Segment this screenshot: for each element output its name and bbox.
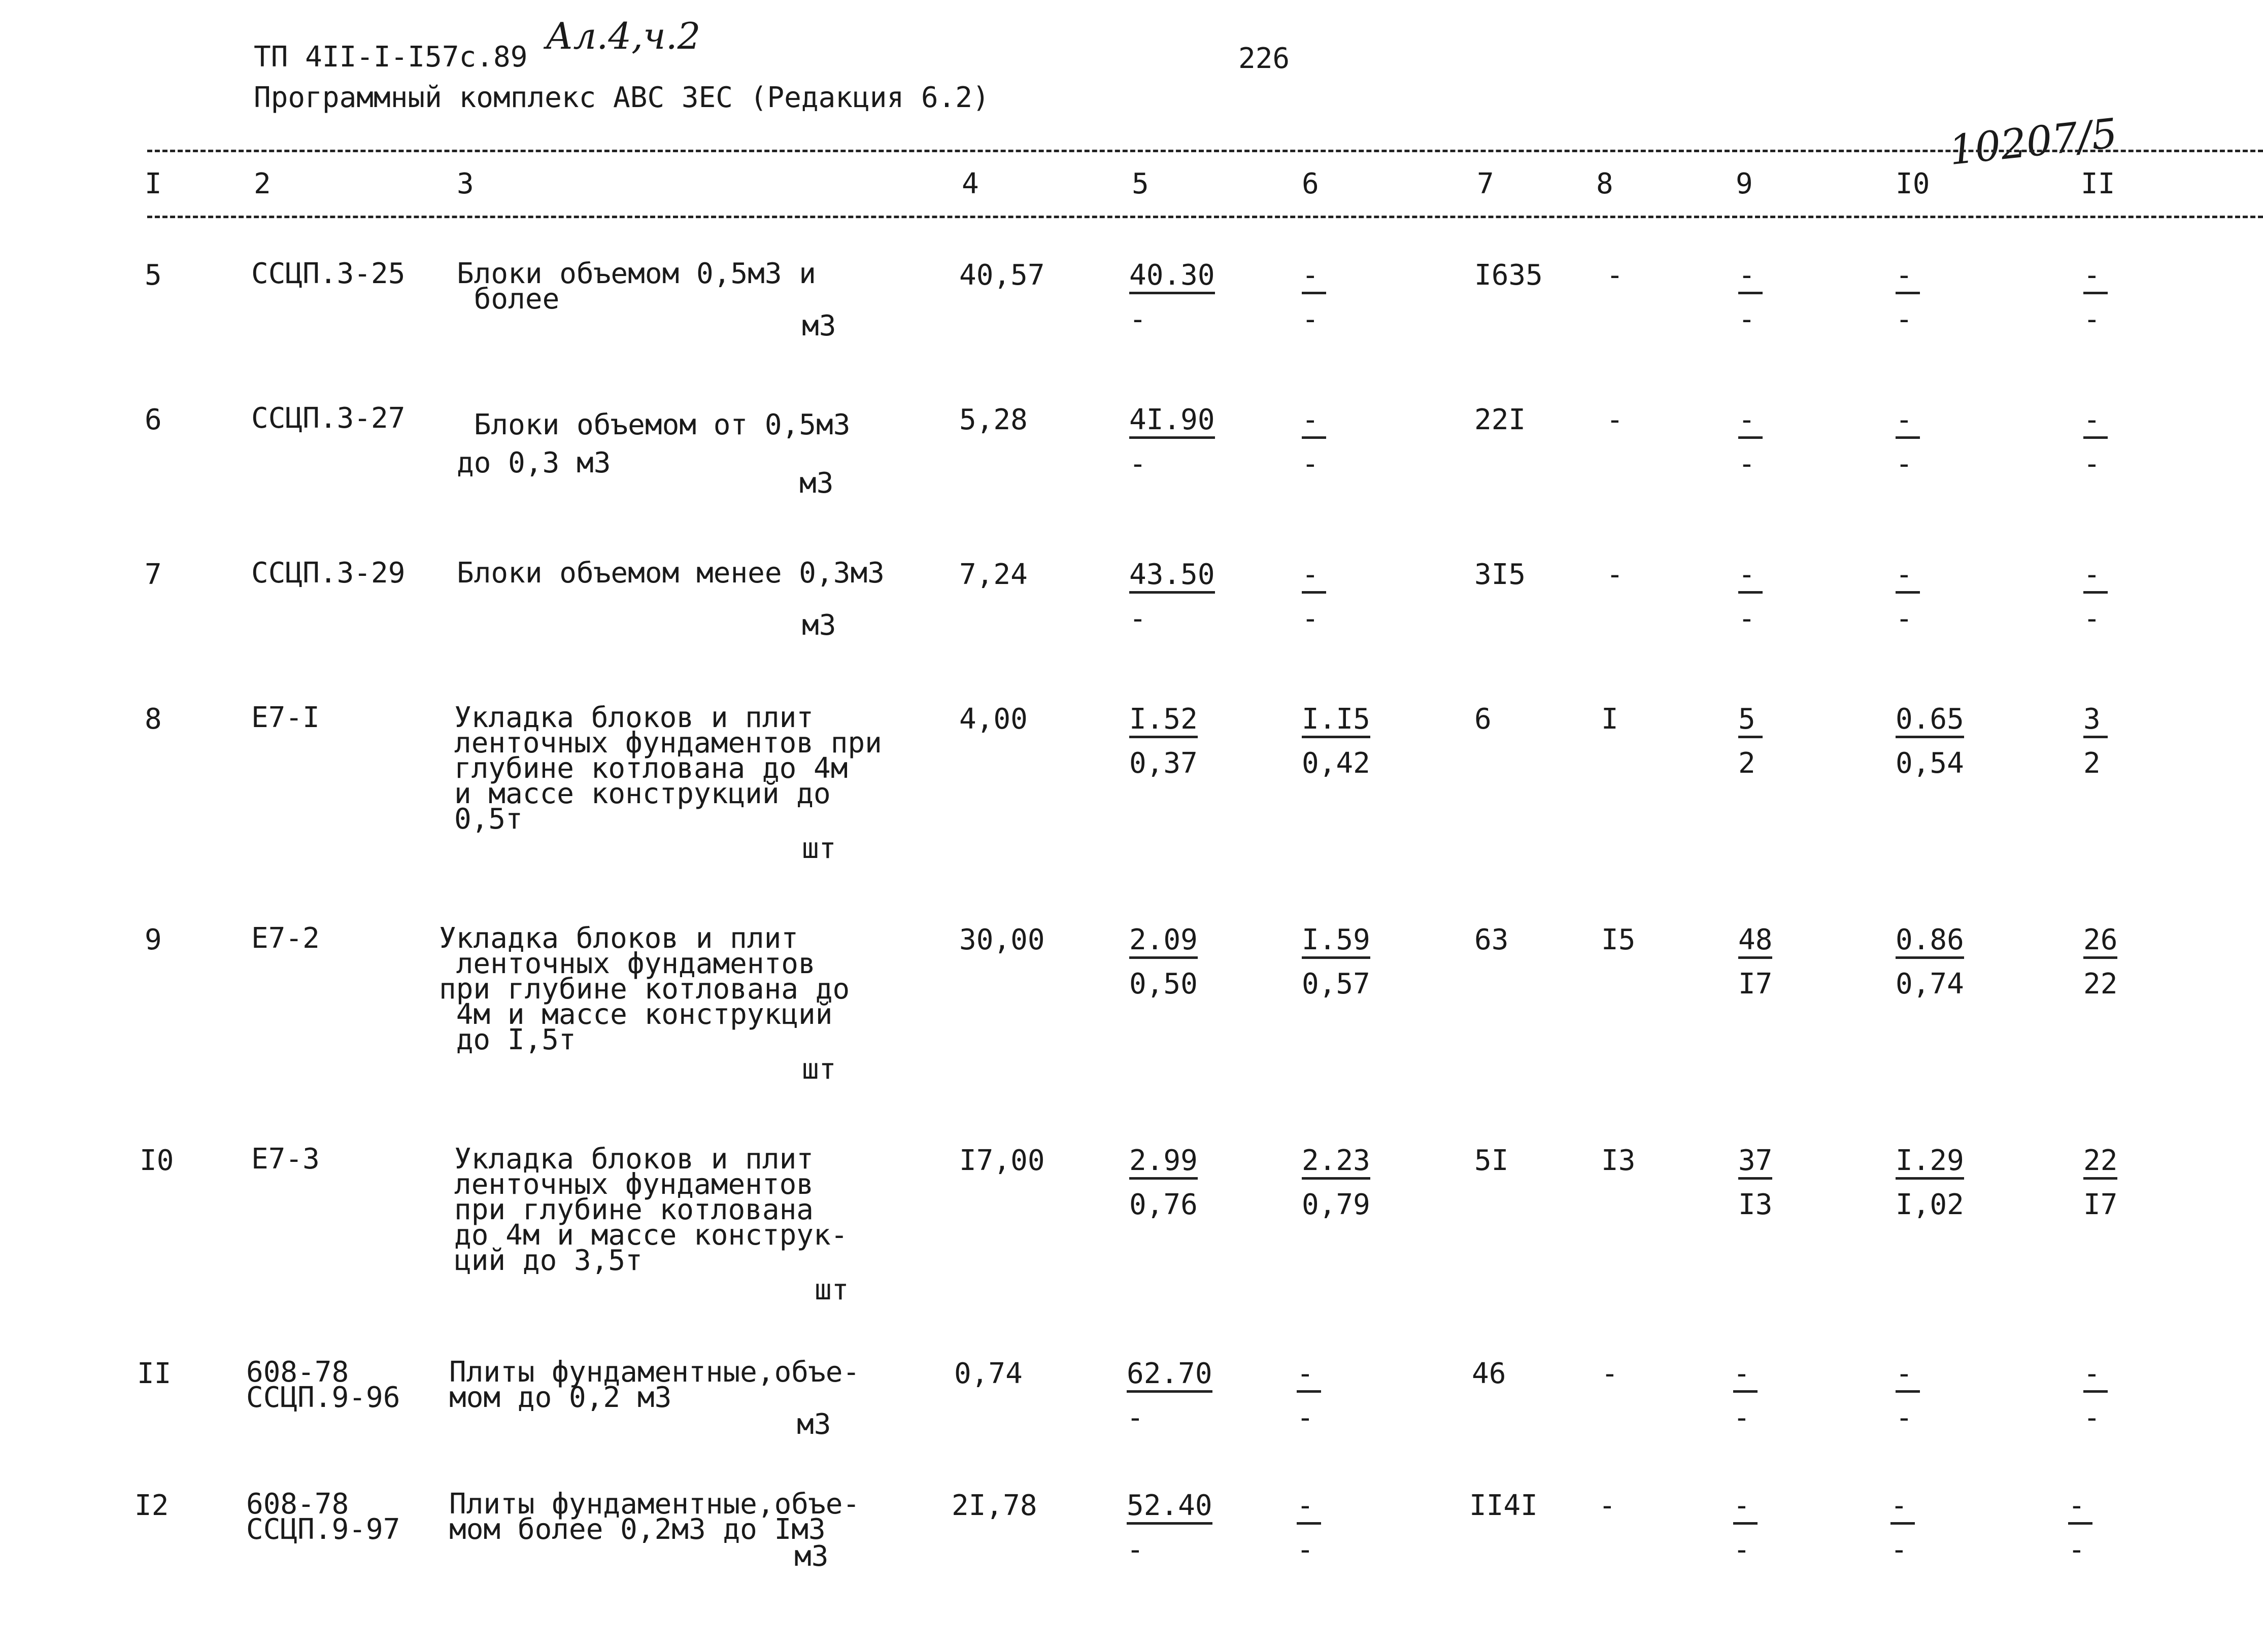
col8-value: I5 [1601, 923, 1636, 956]
work-description: Укладка блоков и плит ленточных фундаментов при глубине котлована до 4м и массе конструкций до 0,5т [454, 701, 882, 836]
col8-value: - [1606, 403, 1624, 436]
column-header: 5 [1132, 167, 1149, 200]
col9-value: - - [1738, 561, 1819, 633]
resource-code: Е7-3 [251, 1143, 320, 1176]
row-number: 9 [145, 923, 162, 956]
col6-value: - - [1297, 1360, 1378, 1432]
quantity: 4,00 [959, 703, 1028, 736]
unit-of-measure: м3 [799, 467, 834, 500]
resource-code: Е7-I [251, 701, 320, 734]
column-header: 6 [1302, 167, 1319, 200]
col10-value: - - [1890, 1492, 1972, 1564]
row-number: 5 [145, 259, 162, 292]
row-number: 6 [145, 403, 162, 436]
column-header: 9 [1736, 167, 1753, 200]
page-number: 226 [1238, 42, 1290, 75]
document-code: ТП 4II-I-I57с.89 [254, 41, 528, 74]
quantity: 5,28 [959, 403, 1028, 436]
work-description: Блоки объемом от 0,5м3 до 0,3 м3 [457, 408, 851, 479]
col5-value: $\frac{2.99}{0,76}$ [1129, 1144, 1198, 1221]
col5-value: 62.70 - [1127, 1357, 1212, 1434]
unit-of-measure: шт [815, 1274, 849, 1306]
col11-value: - - [2083, 261, 2165, 334]
header-rule-top [147, 150, 2263, 152]
col10-value: $\frac{I.29}{I,02}$ [1896, 1144, 1964, 1221]
col8-value: - [1599, 1489, 1616, 1522]
resource-code: 608-78 ССЦП.9-96 [246, 1356, 400, 1414]
col10-value: - - [1896, 1360, 1977, 1432]
col5-value: $\frac{2.09}{0,50}$ [1129, 923, 1198, 1001]
row-number: II [137, 1357, 172, 1390]
col10-value: $\frac{0.86}{0,74}$ [1896, 923, 1964, 1001]
resource-code: ССЦП.3-29 [251, 557, 406, 590]
col6-value: - - [1302, 561, 1383, 633]
col5-value: 4I.90 - [1129, 403, 1215, 480]
quantity: 40,57 [959, 259, 1045, 292]
col11-value: - - [2083, 561, 2165, 633]
col9-value: $\frac{48}{I7}$ [1738, 923, 1773, 1001]
col11-value: $\frac{22}{I7}$ [2083, 1144, 2118, 1221]
column-header: 8 [1596, 167, 1613, 200]
resource-code: ССЦП.3-27 [251, 402, 406, 435]
work-description: Укладка блоков и плит ленточных фундаментов при глубине котлована до 4м и массе конструк- ций до 3,5т [454, 1143, 848, 1277]
quantity: 2I,78 [952, 1489, 1037, 1522]
col5-value: 43.50 - [1129, 558, 1215, 635]
col11-value: - - [2083, 1360, 2165, 1432]
work-description: Блоки объемом менее 0,3м3 [457, 557, 885, 590]
col7-value: 3I5 [1474, 558, 1526, 591]
column-header: 2 [254, 167, 271, 200]
quantity: I7,00 [959, 1144, 1045, 1177]
column-header: II [2081, 167, 2115, 200]
col9-value: - - [1733, 1360, 1814, 1432]
col10-value: - - [1896, 261, 1977, 334]
col6-value: - - [1302, 261, 1383, 334]
column-header: I [145, 167, 162, 200]
col9-value: - - [1733, 1492, 1814, 1564]
unit-of-measure: м3 [802, 609, 836, 642]
col9-value: $\frac{5}{2}$ [1738, 705, 1819, 778]
row-number: I2 [134, 1489, 169, 1522]
col11-value: - - [2083, 406, 2165, 478]
col6-value: $\frac{I.59}{0,57}$ [1302, 923, 1370, 1001]
col10-value: $\frac{0.65}{0,54}$ [1896, 703, 1964, 780]
unit-of-measure: шт [802, 832, 836, 865]
work-description: Плиты фундаментные,объе- мом более 0,2м3 до Iм3 [449, 1488, 860, 1546]
program-title: Программный комплекс АВС 3ЕС (Редакция 6.2) [254, 81, 990, 114]
col8-value: I [1601, 703, 1618, 736]
col5-value: $\frac{I.52}{0,37}$ [1129, 703, 1198, 780]
col8-value: - [1601, 1357, 1618, 1390]
column-header: 7 [1477, 167, 1494, 200]
column-header: 4 [962, 167, 979, 200]
quantity: 0,74 [954, 1357, 1023, 1390]
row-number: I0 [140, 1144, 174, 1177]
col7-value: II4I [1469, 1489, 1538, 1522]
col7-value: 6 [1474, 703, 1492, 736]
quantity: 30,00 [959, 923, 1045, 956]
resource-code: ССЦП.3-25 [251, 257, 406, 290]
col11-value: $\frac{26}{22}$ [2083, 923, 2118, 1001]
unit-of-measure: м3 [794, 1540, 829, 1573]
resource-code: 608-78 ССЦП.9-97 [246, 1488, 400, 1546]
col6-value: $\frac{2.23}{0,79}$ [1302, 1144, 1370, 1221]
col8-value: - [1606, 558, 1624, 591]
col8-value: I3 [1601, 1144, 1636, 1177]
row-number: 7 [145, 558, 162, 591]
col5-value: 40.30 - [1129, 259, 1215, 336]
col10-value: - - [1896, 406, 1977, 478]
col9-value: - - [1738, 261, 1819, 334]
header-rule-bottom [147, 216, 2263, 218]
row-number: 8 [145, 703, 162, 736]
col7-value: 63 [1474, 923, 1509, 956]
col7-value: 5I [1474, 1144, 1509, 1177]
unit-of-measure: м3 [797, 1408, 831, 1441]
col11-value: $\frac{3}{2}$ [2083, 705, 2165, 778]
work-description: Плиты фундаментные,объе- мом до 0,2 м3 [449, 1356, 860, 1414]
col10-value: - - [1896, 561, 1977, 633]
col6-value: $\frac{I.I5}{0,42}$ [1302, 703, 1370, 780]
unit-of-measure: шт [802, 1053, 836, 1086]
col8-value: - [1606, 259, 1624, 292]
handwritten-sheet-number: 10207/5 [1946, 109, 2120, 175]
column-header: 3 [457, 167, 474, 200]
quantity: 7,24 [959, 558, 1028, 591]
resource-code: Е7-2 [251, 922, 320, 955]
col7-value: 22I [1474, 403, 1526, 436]
handwritten-reference: Ал.4,ч.2 [546, 15, 701, 57]
col9-value: - - [1738, 406, 1819, 478]
unit-of-measure: м3 [802, 309, 836, 342]
col7-value: 46 [1472, 1357, 1506, 1390]
col9-value: $\frac{37}{I3}$ [1738, 1144, 1773, 1221]
work-description: Укладка блоков и плит ленточных фундаментов при глубине котлована до 4м и массе конструкций до I,5т [439, 922, 850, 1056]
col7-value: I635 [1474, 259, 1543, 292]
col6-value: - - [1302, 406, 1383, 478]
work-description: Блоки объемом 0,5м3 и более [457, 257, 817, 316]
col6-value: - - [1297, 1492, 1378, 1564]
col11-value: - - [2068, 1492, 2149, 1564]
column-header: I0 [1896, 167, 1930, 200]
col5-value: 52.40 - [1127, 1489, 1212, 1566]
